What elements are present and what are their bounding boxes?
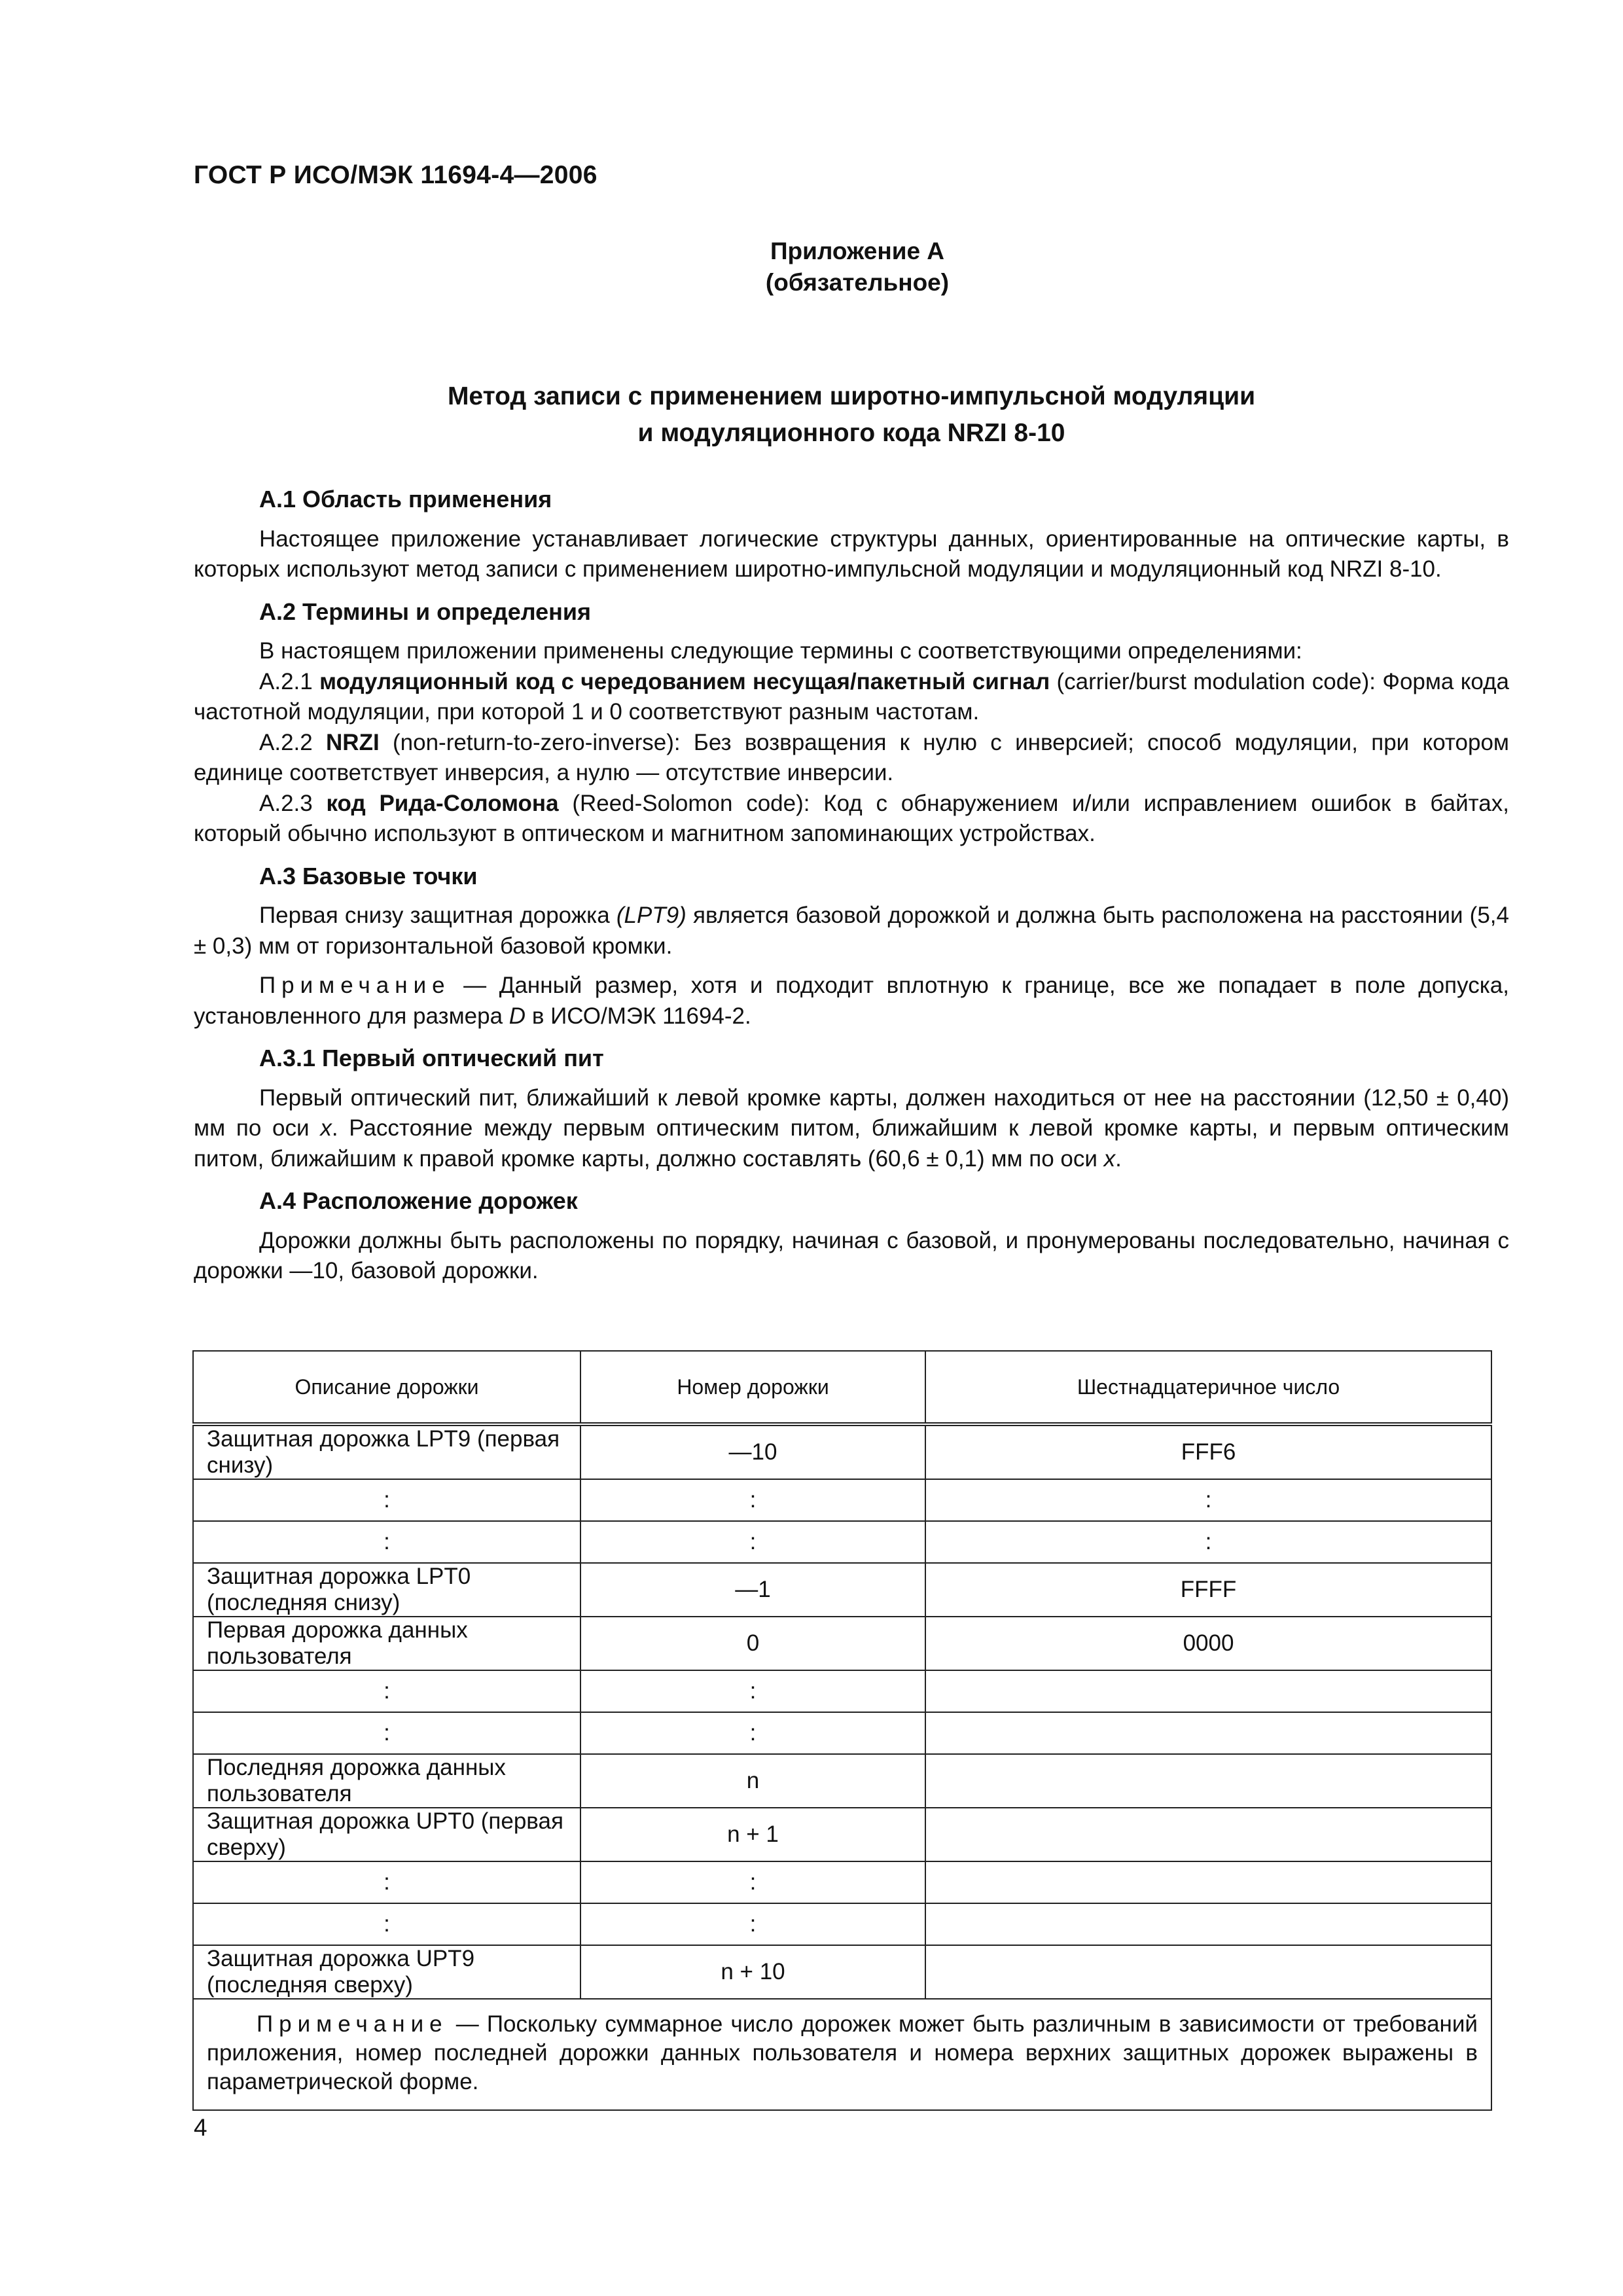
cell-hex: : [925, 1479, 1491, 1521]
cell-track-number: : [580, 1521, 925, 1563]
table-body [193, 1424, 1491, 2110]
cell-hex [925, 1945, 1491, 1999]
cell-track-number: —1 [580, 1563, 925, 1617]
cell-track-number: : [580, 1670, 925, 1712]
document-header: ГОСТ Р ИСО/МЭК 11694-4—2006 [194, 161, 597, 189]
appendix-heading [687, 236, 1027, 298]
note-text: — Поскольку суммарное число дорожек может быть различным в зависимости от требований приложения, номер последней дорожки данных пользователя и номера верхних защитных дорожек выражены в параметрической форме. [207, 2011, 1478, 2094]
cell-description: Защитная дорожка LPT0 (последняя снизу) [193, 1563, 580, 1617]
table-row [193, 1670, 1491, 1712]
cell-hex [925, 1712, 1491, 1754]
term-name: модуляционный код с чередованием несущая/пакетный сигнал [319, 668, 1050, 694]
cell-hex [925, 1861, 1491, 1903]
document-title [194, 378, 1509, 452]
cell-description: : [193, 1479, 580, 1521]
column-header-description: Описание дорожки [193, 1351, 580, 1424]
table-note [193, 1999, 1491, 2110]
cell-track-number: n + 1 [580, 1808, 925, 1861]
paragraph-track-layout: Дорожки должны быть расположены по порядку, начиная с базовой, и пронумерованы последовательно, начиная с дорожки —10, базовой дорожки. [194, 1227, 1509, 1283]
table-row [193, 1521, 1491, 1563]
cell-description: : [193, 1903, 580, 1945]
cell-description: : [193, 1712, 580, 1754]
cell-hex [925, 1903, 1491, 1945]
term-number: А.2.2 [259, 729, 313, 755]
note-label: Примечание [257, 2011, 448, 2037]
paragraph-reference-points [194, 901, 1509, 961]
cell-description: Первая дорожка данных пользователя [193, 1617, 580, 1670]
table-row [193, 1563, 1491, 1617]
page-number: 4 [194, 2114, 207, 2141]
section-heading-a1: А.1 Область применения [259, 486, 552, 512]
cell-hex [925, 1670, 1491, 1712]
cell-track-number: : [580, 1903, 925, 1945]
cell-hex: FFFF [925, 1563, 1491, 1617]
column-header-number: Номер дорожки [580, 1351, 925, 1424]
section-heading-a31: А.3.1 Первый оптический пит [259, 1045, 604, 1071]
text-fragment: в ИСО/МЭК 11694-2. [531, 1003, 751, 1029]
text-fragment: является базовой дорожкой и должна быть расположена на расстоянии (5,4 ± 0,3) мм от горизонтальной базовой кромки. [194, 903, 1509, 959]
text-fragment: — Данный размер, хотя и подходит вплотную к границе, все же попадает в поле допуска, установленного для размера [194, 973, 1509, 1029]
table-row [193, 1754, 1491, 1808]
paragraph-scope: Настоящее приложение устанавливает логические структуры данных, ориентированные на оптические карты, в которых используют метод записи с применением широтно-импульсной модуляции и модуляционный код NRZI 8-10. [194, 526, 1509, 582]
section-heading-a3: А.3 Базовые точки [259, 862, 478, 889]
column-header-hex: Шестнадцатеричное число [925, 1351, 1491, 1424]
table-row [193, 1712, 1491, 1754]
cell-track-number: : [580, 1479, 925, 1521]
table-header-row [193, 1351, 1491, 1424]
cell-track-number: n [580, 1754, 925, 1808]
table-note-row [193, 1999, 1491, 2110]
cell-description: Защитная дорожка LPT9 (первая снизу) [193, 1424, 580, 1479]
cell-hex: : [925, 1521, 1491, 1563]
cell-description: Защитная дорожка UPT0 (первая сверху) [193, 1808, 580, 1861]
cell-track-number: —10 [580, 1424, 925, 1479]
note-label: Примечание [259, 973, 451, 998]
cell-track-number: 0 [580, 1617, 925, 1670]
table-row [193, 1861, 1491, 1903]
text-fragment: Первый оптический пит, ближайший к левой кромке карты, должен находиться от нее на расстоянии (12,50 ± 0,40) мм по оси [194, 1085, 1509, 1141]
appendix-label: Приложение А [770, 238, 945, 264]
appendix-status: (обязательное) [765, 269, 950, 296]
section-heading-a4: А.4 Расположение дорожек [259, 1187, 578, 1214]
cell-hex [925, 1808, 1491, 1861]
term-number: А.2.1 [259, 668, 313, 694]
term-a22 [194, 728, 1509, 789]
cell-description: : [193, 1521, 580, 1563]
table-row [193, 1808, 1491, 1861]
italic-fragment: D [508, 1003, 526, 1029]
table-row [193, 1617, 1491, 1670]
text-fragment: Первая снизу защитная дорожка [259, 903, 610, 928]
cell-hex [925, 1754, 1491, 1808]
term-a23 [194, 789, 1509, 850]
table-row [193, 1903, 1491, 1945]
cell-description: : [193, 1670, 580, 1712]
title-line-1: Метод записи с применением широтно-импульсной модуляции [447, 382, 1256, 410]
text-fragment: . [1115, 1145, 1122, 1172]
note-reference-points [194, 971, 1509, 1031]
section-heading-a2: А.2 Термины и определения [259, 598, 592, 625]
italic-fragment: (LPT9) [616, 903, 687, 928]
cell-description: Защитная дорожка UPT9 (последняя сверху) [193, 1945, 580, 1999]
cell-track-number: n + 10 [580, 1945, 925, 1999]
cell-track-number: : [580, 1712, 925, 1754]
table-row [193, 1424, 1491, 1479]
cell-hex: FFF6 [925, 1424, 1491, 1479]
cell-description: Последняя дорожка данных пользователя [193, 1754, 580, 1808]
cell-hex: 0000 [925, 1617, 1491, 1670]
term-definition: (Reed-Solomon code): Код с обнаружением и/или исправлением ошибок в байтах, который обычно используют в оптическом и магнитном запоминающих устройствах. [194, 790, 1509, 846]
title-line-2: и модуляционного кода NRZI 8-10 [637, 419, 1065, 447]
cell-description: : [193, 1861, 580, 1903]
table-row [193, 1479, 1491, 1521]
term-name: код Рида-Соломона [326, 790, 559, 816]
paragraph-first-optical-pit [194, 1083, 1509, 1175]
italic-fragment: x [1103, 1145, 1116, 1172]
text-fragment: . Расстояние между первым оптическим питом, ближайшим к левой кромке карты, и первым оптическим питом, ближайшим к правой кромке карты, должно составлять (60,6 ± 0,1) мм по оси [194, 1115, 1509, 1172]
italic-fragment: x [320, 1115, 332, 1141]
term-definition: (carrier/burst modulation code): Форма кода частотной модуляции, при которой 1 и 0 соответствуют разным частотам. [194, 668, 1510, 725]
paragraph-terms-intro: В настоящем приложении применены следующие термины с соответствующими определениями: [259, 638, 1302, 664]
term-a21 [194, 667, 1509, 728]
cell-track-number: : [580, 1861, 925, 1903]
term-number: А.2.3 [259, 790, 313, 816]
document-body [194, 484, 1509, 1287]
term-name: NRZI [326, 729, 380, 755]
term-definition: (non-return-to-zero-inverse): Без возвращения к нулю с инверсией; способ модуляции, при котором единице соответствует инверсия, а нулю — отсутствие инверсии. [194, 729, 1509, 785]
tracks-table [192, 1350, 1492, 2111]
table-row [193, 1945, 1491, 1999]
